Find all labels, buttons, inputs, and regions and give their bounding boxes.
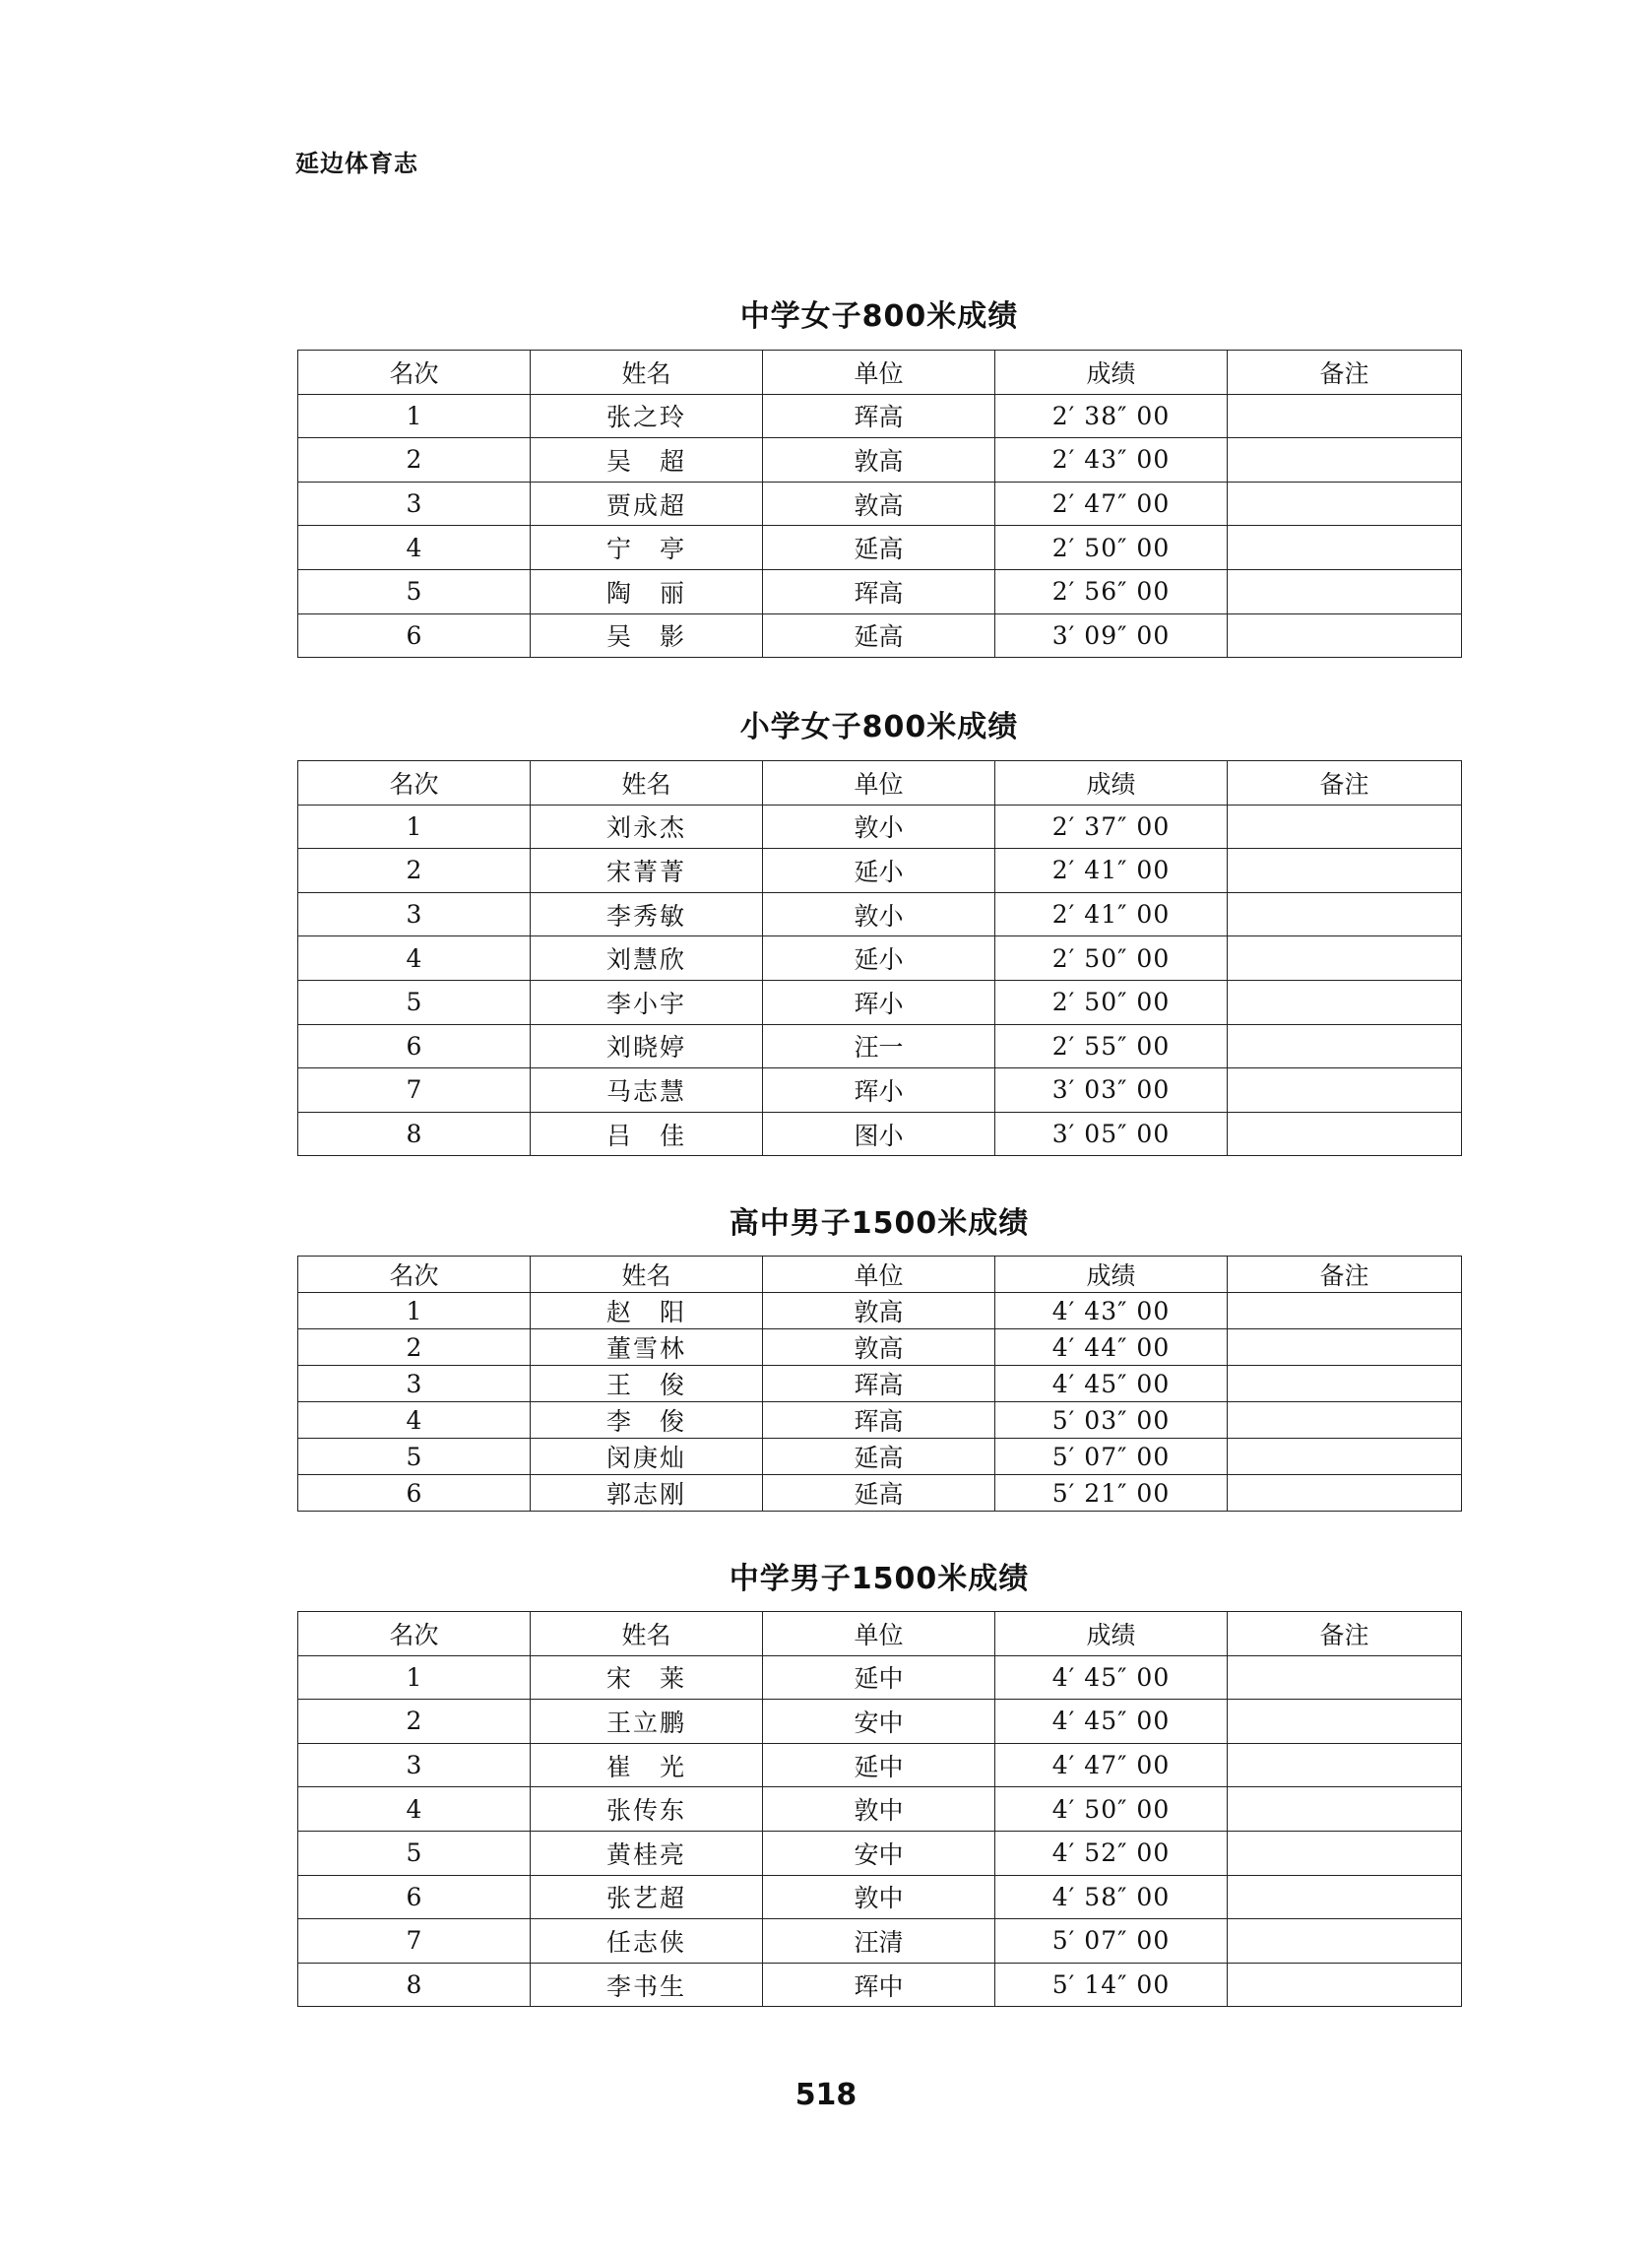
rank-cell: 6 <box>298 1875 531 1919</box>
unit-cell: 敦小 <box>763 805 995 849</box>
name-cell: 李小宇 <box>531 980 763 1024</box>
rank-cell: 5 <box>298 1439 531 1475</box>
remark-cell <box>1228 1068 1462 1113</box>
remark-cell <box>1228 1293 1462 1329</box>
rank-cell: 5 <box>298 980 531 1024</box>
column-header: 姓名 <box>531 1257 763 1293</box>
remark-cell <box>1228 892 1462 936</box>
result-cell: 2′ 41″ 00 <box>995 849 1228 893</box>
name-cell: 张之玲 <box>531 394 763 438</box>
remark-cell <box>1228 1475 1462 1512</box>
unit-cell: 敦高 <box>763 438 995 483</box>
name-cell: 马志慧 <box>531 1068 763 1113</box>
header-row <box>298 351 1462 395</box>
name-cell: 张传东 <box>531 1787 763 1832</box>
rank-cell: 4 <box>298 1402 531 1439</box>
name-cell: 赵 阳 <box>531 1293 763 1329</box>
name-cell: 任志侠 <box>531 1919 763 1964</box>
name-cell: 黄桂亮 <box>531 1831 763 1875</box>
column-header: 名次 <box>298 1257 531 1293</box>
unit-cell: 安中 <box>763 1700 995 1744</box>
rank-cell: 3 <box>298 892 531 936</box>
column-header: 单位 <box>763 1257 995 1293</box>
remark-cell <box>1228 1655 1462 1700</box>
name-cell: 宋 莱 <box>531 1655 763 1700</box>
table-row <box>298 1700 1462 1744</box>
result-cell: 5′ 07″ 00 <box>995 1439 1228 1475</box>
name-cell: 宁 亭 <box>531 526 763 570</box>
result-cell: 4′ 45″ 00 <box>995 1700 1228 1744</box>
unit-cell: 珲高 <box>763 394 995 438</box>
rank-cell: 6 <box>298 1475 531 1512</box>
results-table <box>297 1256 1462 1512</box>
results-table <box>297 350 1462 658</box>
table-row <box>298 1743 1462 1787</box>
unit-cell: 延中 <box>763 1655 995 1700</box>
name-cell: 王立鹏 <box>531 1700 763 1744</box>
book-title: 延边体育志 <box>295 150 418 177</box>
result-cell: 4′ 50″ 00 <box>995 1787 1228 1832</box>
result-cell: 4′ 52″ 00 <box>995 1831 1228 1875</box>
rank-cell: 4 <box>298 936 531 981</box>
result-cell: 2′ 56″ 00 <box>995 569 1228 613</box>
unit-cell: 敦小 <box>763 892 995 936</box>
rank-cell: 5 <box>298 1831 531 1875</box>
column-header: 姓名 <box>531 1612 763 1656</box>
column-header: 备注 <box>1228 761 1462 806</box>
column-header: 单位 <box>763 761 995 806</box>
name-cell: 宋菁菁 <box>531 849 763 893</box>
unit-cell: 汪一 <box>763 1024 995 1068</box>
unit-cell: 延小 <box>763 936 995 981</box>
result-cell: 5′ 07″ 00 <box>995 1919 1228 1964</box>
name-cell: 李秀敏 <box>531 892 763 936</box>
column-header: 备注 <box>1228 1257 1462 1293</box>
rank-cell: 3 <box>298 482 531 526</box>
column-header: 名次 <box>298 761 531 806</box>
name-cell: 李 俊 <box>531 1402 763 1439</box>
result-cell: 2′ 43″ 00 <box>995 438 1228 483</box>
column-header: 备注 <box>1228 1612 1462 1656</box>
column-header: 成绩 <box>995 1612 1228 1656</box>
result-cell: 2′ 41″ 00 <box>995 892 1228 936</box>
rank-cell: 5 <box>298 569 531 613</box>
remark-cell <box>1228 1329 1462 1366</box>
name-cell: 刘永杰 <box>531 805 763 849</box>
unit-cell: 敦中 <box>763 1875 995 1919</box>
unit-cell: 安中 <box>763 1831 995 1875</box>
column-header: 名次 <box>298 1612 531 1656</box>
header-row <box>298 1257 1462 1293</box>
column-header: 成绩 <box>995 761 1228 806</box>
remark-cell <box>1228 394 1462 438</box>
rank-cell: 6 <box>298 613 531 658</box>
table-row <box>298 849 1462 893</box>
name-cell: 闵庚灿 <box>531 1439 763 1475</box>
table-row <box>298 613 1462 658</box>
remark-cell <box>1228 1787 1462 1832</box>
rank-cell: 3 <box>298 1366 531 1402</box>
unit-cell: 图小 <box>763 1112 995 1156</box>
page-number: 518 <box>794 2078 858 2112</box>
remark-cell <box>1228 1963 1462 2007</box>
table-row <box>298 1919 1462 1964</box>
result-cell: 5′ 21″ 00 <box>995 1475 1228 1512</box>
column-header: 单位 <box>763 1612 995 1656</box>
table-row <box>298 805 1462 849</box>
rank-cell: 8 <box>298 1963 531 2007</box>
rank-cell: 1 <box>298 1655 531 1700</box>
result-cell: 2′ 47″ 00 <box>995 482 1228 526</box>
results-table <box>297 1611 1462 2007</box>
table-title: 中学男子1500米成绩 <box>729 1562 1030 1596</box>
table-title: 中学女子800米成绩 <box>739 299 1019 334</box>
unit-cell: 延中 <box>763 1743 995 1787</box>
name-cell: 吕 佳 <box>531 1112 763 1156</box>
result-cell: 2′ 37″ 00 <box>995 805 1228 849</box>
name-cell: 吴 影 <box>531 613 763 658</box>
name-cell: 李书生 <box>531 1963 763 2007</box>
unit-cell: 珲高 <box>763 1402 995 1439</box>
unit-cell: 敦中 <box>763 1787 995 1832</box>
rank-cell: 8 <box>298 1112 531 1156</box>
table-row <box>298 1655 1462 1700</box>
result-cell: 4′ 58″ 00 <box>995 1875 1228 1919</box>
result-cell: 3′ 05″ 00 <box>995 1112 1228 1156</box>
name-cell: 董雪林 <box>531 1329 763 1366</box>
result-cell: 5′ 14″ 00 <box>995 1963 1228 2007</box>
unit-cell: 延高 <box>763 613 995 658</box>
table-row <box>298 569 1462 613</box>
unit-cell: 延高 <box>763 526 995 570</box>
remark-cell <box>1228 849 1462 893</box>
result-cell: 2′ 50″ 00 <box>995 936 1228 981</box>
result-cell: 4′ 44″ 00 <box>995 1329 1228 1366</box>
table-row <box>298 1366 1462 1402</box>
name-cell: 陶 丽 <box>531 569 763 613</box>
name-cell: 刘晓婷 <box>531 1024 763 1068</box>
remark-cell <box>1228 1875 1462 1919</box>
table-row <box>298 1475 1462 1512</box>
table-title: 小学女子800米成绩 <box>739 710 1019 744</box>
table-row <box>298 1402 1462 1439</box>
column-header: 备注 <box>1228 351 1462 395</box>
rank-cell: 4 <box>298 526 531 570</box>
remark-cell <box>1228 936 1462 981</box>
unit-cell: 珲小 <box>763 980 995 1024</box>
remark-cell <box>1228 1919 1462 1964</box>
table-row <box>298 1831 1462 1875</box>
table-row <box>298 438 1462 483</box>
table-row <box>298 1024 1462 1068</box>
table-row <box>298 1329 1462 1366</box>
remark-cell <box>1228 1439 1462 1475</box>
result-cell: 4′ 45″ 00 <box>995 1366 1228 1402</box>
remark-cell <box>1228 1366 1462 1402</box>
result-cell: 2′ 50″ 00 <box>995 526 1228 570</box>
table-row <box>298 482 1462 526</box>
remark-cell <box>1228 1831 1462 1875</box>
unit-cell: 延小 <box>763 849 995 893</box>
column-header: 姓名 <box>531 351 763 395</box>
remark-cell <box>1228 569 1462 613</box>
column-header: 单位 <box>763 351 995 395</box>
table-row <box>298 1293 1462 1329</box>
rank-cell: 6 <box>298 1024 531 1068</box>
remark-cell <box>1228 1112 1462 1156</box>
unit-cell: 汪清 <box>763 1919 995 1964</box>
unit-cell: 珲小 <box>763 1068 995 1113</box>
rank-cell: 2 <box>298 1329 531 1366</box>
table-row <box>298 1112 1462 1156</box>
name-cell: 张艺超 <box>531 1875 763 1919</box>
name-cell: 郭志刚 <box>531 1475 763 1512</box>
result-cell: 5′ 03″ 00 <box>995 1402 1228 1439</box>
remark-cell <box>1228 482 1462 526</box>
rank-cell: 1 <box>298 805 531 849</box>
table-row <box>298 394 1462 438</box>
rank-cell: 1 <box>298 1293 531 1329</box>
table-row <box>298 1963 1462 2007</box>
rank-cell: 4 <box>298 1787 531 1832</box>
table-row <box>298 526 1462 570</box>
result-cell: 3′ 09″ 00 <box>995 613 1228 658</box>
remark-cell <box>1228 613 1462 658</box>
table-row <box>298 1068 1462 1113</box>
table-row <box>298 980 1462 1024</box>
column-header: 名次 <box>298 351 531 395</box>
column-header: 姓名 <box>531 761 763 806</box>
unit-cell: 延高 <box>763 1475 995 1512</box>
rank-cell: 1 <box>298 394 531 438</box>
remark-cell <box>1228 1743 1462 1787</box>
remark-cell <box>1228 980 1462 1024</box>
remark-cell <box>1228 805 1462 849</box>
header-row <box>298 1612 1462 1656</box>
rank-cell: 7 <box>298 1068 531 1113</box>
name-cell: 刘慧欣 <box>531 936 763 981</box>
table-row <box>298 1787 1462 1832</box>
header-row <box>298 761 1462 806</box>
result-cell: 4′ 45″ 00 <box>995 1655 1228 1700</box>
remark-cell <box>1228 1402 1462 1439</box>
result-cell: 4′ 43″ 00 <box>995 1293 1228 1329</box>
result-cell: 2′ 38″ 00 <box>995 394 1228 438</box>
table-row <box>298 936 1462 981</box>
remark-cell <box>1228 438 1462 483</box>
table-row <box>298 892 1462 936</box>
result-cell: 2′ 50″ 00 <box>995 980 1228 1024</box>
unit-cell: 敦高 <box>763 482 995 526</box>
name-cell: 王 俊 <box>531 1366 763 1402</box>
column-header: 成绩 <box>995 1257 1228 1293</box>
rank-cell: 3 <box>298 1743 531 1787</box>
rank-cell: 2 <box>298 438 531 483</box>
unit-cell: 珲高 <box>763 569 995 613</box>
name-cell: 崔 光 <box>531 1743 763 1787</box>
remark-cell <box>1228 1024 1462 1068</box>
unit-cell: 珲中 <box>763 1963 995 2007</box>
results-table <box>297 760 1462 1156</box>
rank-cell: 2 <box>298 849 531 893</box>
rank-cell: 7 <box>298 1919 531 1964</box>
result-cell: 2′ 55″ 00 <box>995 1024 1228 1068</box>
name-cell: 贾成超 <box>531 482 763 526</box>
table-row <box>298 1439 1462 1475</box>
result-cell: 4′ 47″ 00 <box>995 1743 1228 1787</box>
result-cell: 3′ 03″ 00 <box>995 1068 1228 1113</box>
remark-cell <box>1228 1700 1462 1744</box>
remark-cell <box>1228 526 1462 570</box>
column-header: 成绩 <box>995 351 1228 395</box>
unit-cell: 敦高 <box>763 1293 995 1329</box>
name-cell: 吴 超 <box>531 438 763 483</box>
unit-cell: 敦高 <box>763 1329 995 1366</box>
unit-cell: 珲高 <box>763 1366 995 1402</box>
unit-cell: 延高 <box>763 1439 995 1475</box>
table-title: 高中男子1500米成绩 <box>729 1206 1030 1241</box>
table-row <box>298 1875 1462 1919</box>
rank-cell: 2 <box>298 1700 531 1744</box>
